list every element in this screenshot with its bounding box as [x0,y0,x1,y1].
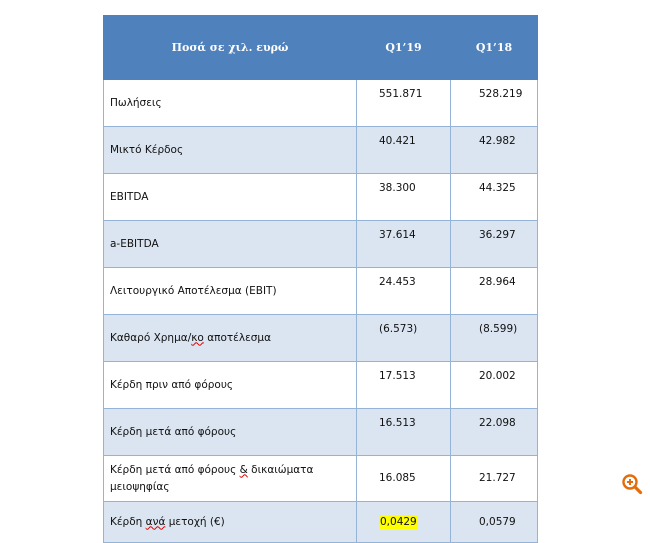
value-q1-18: 20.002 [451,362,538,409]
table-row [104,456,538,502]
value-q1-19: 17.513 [357,362,451,409]
row-label: Κέρδη μετά από φόρους [104,409,357,456]
label-part: Κέρδη [110,515,146,528]
row-label [104,315,357,362]
table-row [104,409,538,456]
value-q1-18: 528.219 [451,80,538,127]
value-q1-19: 16.513 [357,409,451,456]
row-label: Πωλήσεις [104,80,357,127]
value-q1-19: 37.614 [357,221,451,268]
label-part: δικαιώματα μειοψηφίας [110,463,314,493]
value-q1-18: 22.098 [451,409,538,456]
row-label: a-EBITDA [104,221,357,268]
table-header-row [104,16,538,80]
row-label: Λειτουργικό Αποτέλεσμα (EBIT) [104,268,357,315]
value-q1-19 [357,502,451,543]
value-q1-18: 28.964 [451,268,538,315]
financial-results-table [103,15,538,543]
value-q1-19: (6.573) [357,315,451,362]
table-row [104,221,538,268]
label-part: Κέρδη μετά από φόρους [110,463,240,476]
value-q1-19: 16.085 [357,456,451,502]
table-row [104,502,538,543]
header-q1-19: Q1’19 [357,16,451,80]
label-part: μετοχή (€) [165,515,225,528]
value-q1-18: 44.325 [451,174,538,221]
header-q1-18: Q1’18 [451,16,538,80]
table-row [104,80,538,127]
row-label: EBITDA [104,174,357,221]
zoom-in-icon[interactable] [621,473,643,495]
spellcheck-mark: κο [191,331,204,344]
value-q1-18: 21.727 [451,456,538,502]
label-part: Καθαρό Χρημα/ [110,331,192,344]
value-q1-19: 24.453 [357,268,451,315]
row-label: Μικτό Κέρδος [104,127,357,174]
value-q1-18: (8.599) [451,315,538,362]
row-label: Κέρδη πριν από φόρους [104,362,357,409]
highlighted-value: 0,0429 [380,515,417,528]
value-q1-18: 0,0579 [451,502,538,543]
row-label [104,456,357,502]
table-row [104,127,538,174]
row-label [104,502,357,543]
value-q1-19: 38.300 [357,174,451,221]
table-row [104,315,538,362]
table-row [104,362,538,409]
value-q1-18: 36.297 [451,221,538,268]
value-q1-18: 42.982 [451,127,538,174]
value-q1-19: 551.871 [357,80,451,127]
spellcheck-mark: ανά [145,515,166,528]
spellcheck-mark: & [239,463,248,476]
label-part: αποτέλεσμα [203,331,272,344]
value-q1-19: 40.421 [357,127,451,174]
table-row [104,268,538,315]
table-row [104,174,538,221]
header-amounts: Ποσά σε χιλ. ευρώ [104,16,357,80]
